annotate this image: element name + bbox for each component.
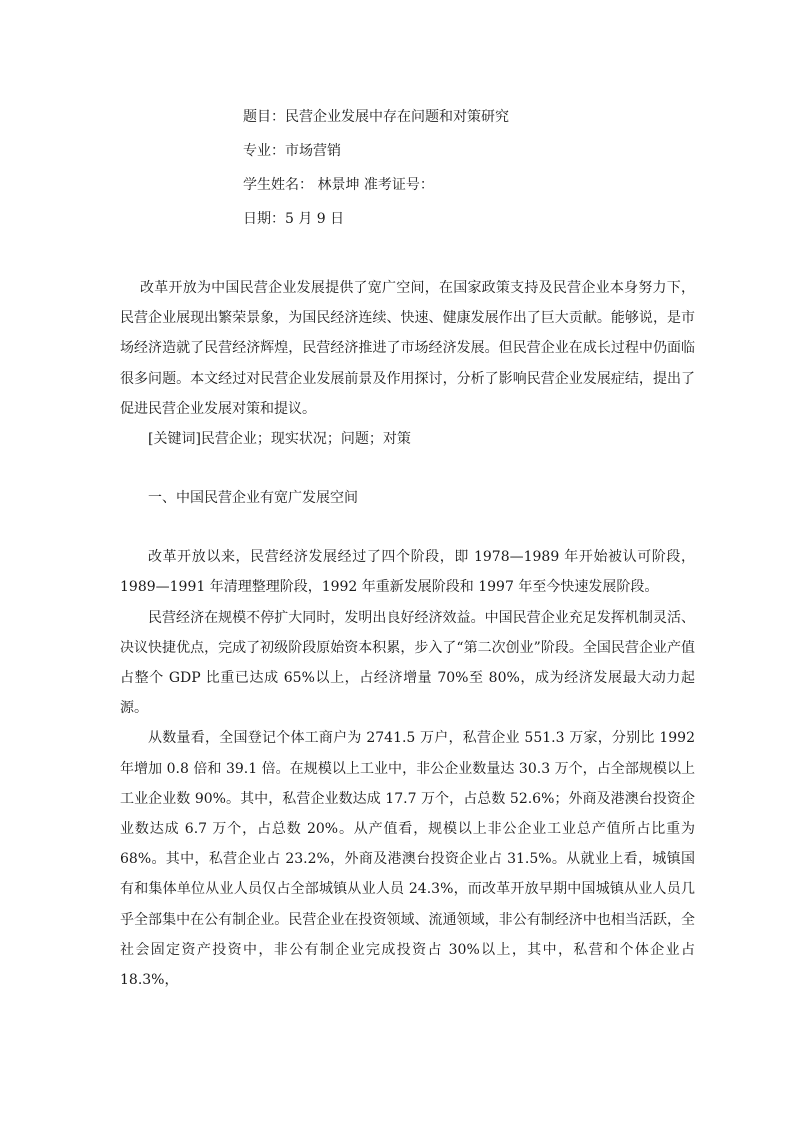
title-line: 题目：民营企业发展中存在问题和对策研究: [243, 109, 509, 125]
abstract-paragraph: 改革开放为中国民营企业发展提供了宽广空间，在国家政策支持及民营企业本身努力下，民营企业展现出繁荣景象，为国民经济连续、快速、健康发展作出了巨大贡献。能够说，是市场经济造就了民营经济辉煌，民营经济推进了市场经济发展。但民营企业在成长过程中仍面临很多问题。本文经过对民营企业发展前景及作用探讨，分析了影响民营企业发展症结，提出了促进民营企业发展对策和提议。: [120, 280, 695, 417]
body-paragraph: 民营经济在规模不停扩大同时，发明出良好经济效益。中国民营企业充足发挥机制灵活、决议快捷优点，完成了初级阶段原始资本积累，步入了“第二次创业”阶段。全国民营企业产值占整个 GDP 比重已达成 65%以上，占经济增量 70%至 80%，成为经济发展最大动力起源。: [120, 609, 695, 717]
spacer: [120, 454, 695, 483]
major-line: 专业：市场营销: [243, 143, 341, 159]
student-line: 学生姓名： 林景坤 准考证号：: [243, 177, 434, 193]
document-body: [120, 273, 695, 995]
body-paragraph: 改革开放以来，民营经济发展经过了四个阶段，即 1978—1989 年开始被认可阶段，1989—1991 年清理整理阶段，1992 年重新发展阶段和 1997 年至今快速发展阶段。: [120, 549, 695, 596]
document-header: [243, 100, 663, 236]
spacer: [120, 513, 695, 542]
keywords-line: [关键词]民营企业；现实状况；问题；对策: [148, 431, 411, 448]
section-heading: 一、中国民营企业有宽广发展空间: [148, 490, 358, 507]
date-line: 日期：5 月 9 日: [243, 211, 345, 227]
body-paragraph: 从数量看，全国登记个体工商户为 2741.5 万户，私营企业 551.3 万家，分别比 1992 年增加 0.8 倍和 39.1 倍。在规模以上工业中，非公企业数量达 30.3 万个，占全部规模以上工业企业数 90%。其中，私营企业数达成 17.7 万个，占总数 52.6%；外商及港澳台投资企业数达成 6.7 万个，占总数 20%。从产值看，规模以上非公企业工业总产值所占比重为 68%。其中，私营企业占 23.2%，外商及港澳台投资企业占 31.5%。从就业上看，城镇国有和集体单位从业人员仅占全部城镇从业人员 24.3%，而改革开放早期中国城镇从业人员几乎全部集中在公有制企业。民营企业在投资领域、流通领域，非公有制经济中也相当活跃，全社会固定资产投资中，非公有制企业完成投资占 30%以上，其中，私营和个体企业占 18.3%，: [120, 730, 695, 989]
